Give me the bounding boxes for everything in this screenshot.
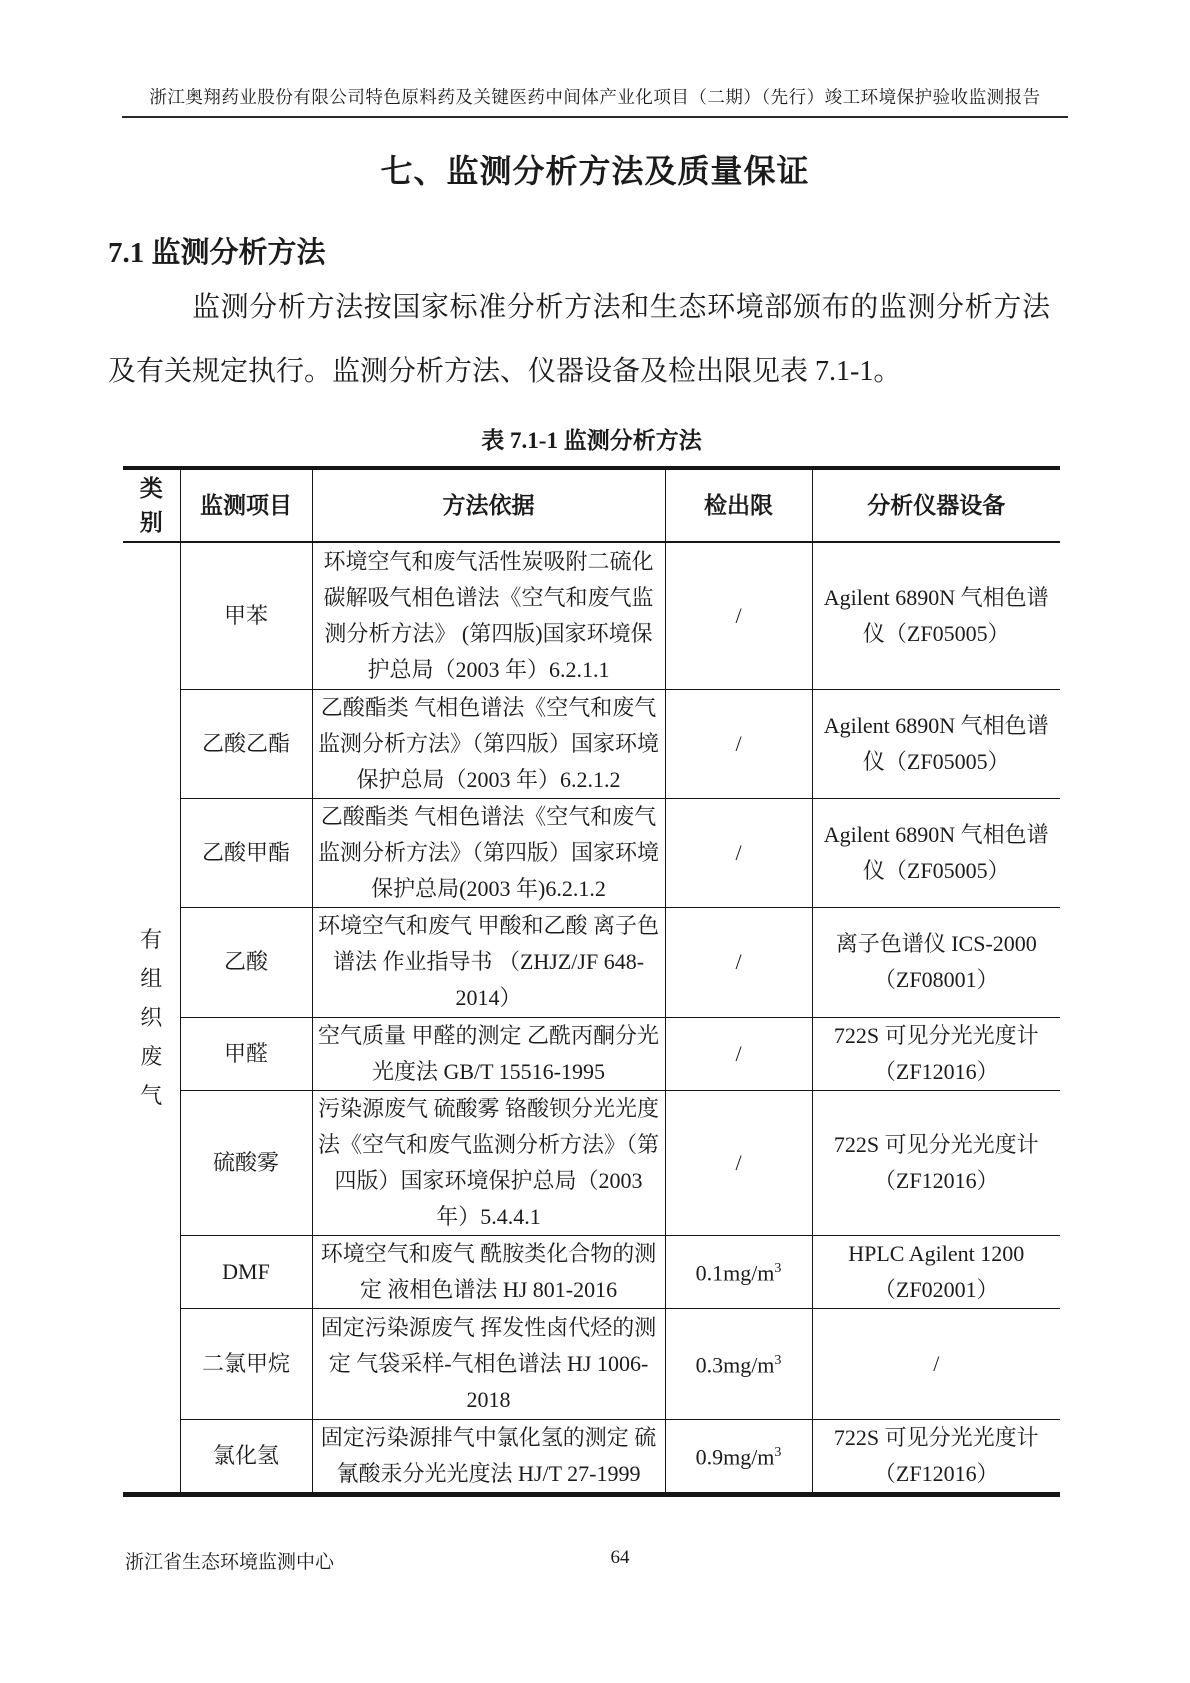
table-row	[123, 1090, 1060, 1235]
cell-instrument: 722S 可见分光光度计（ZF12016）	[812, 1017, 1060, 1090]
cell-method: 固定污染源排气中氯化氢的测定 硫氰酸汞分光光度法 HJ/T 27-1999	[312, 1419, 665, 1494]
cell-method: 污染源废气 硫酸雾 铬酸钡分光光度法《空气和废气监测分析方法》（第四版）国家环境保护总局（2003 年）5.4.4.1	[312, 1090, 665, 1235]
cell-detection-limit: $0.9mg/m^3$	[665, 1419, 812, 1494]
cell-item: 乙酸甲酯	[180, 798, 312, 907]
cell-item: 氯化氢	[180, 1419, 312, 1494]
cell-detection-limit: /	[665, 689, 812, 798]
cell-item: DMF	[180, 1235, 312, 1308]
col-header-category	[123, 468, 180, 542]
table-row	[123, 1419, 1060, 1494]
cell-instrument: 离子色谱仪 ICS-2000（ZF08001）	[812, 907, 1060, 1017]
cell-method: 环境空气和废气 甲酸和乙酸 离子色谱法 作业指导书 （ZHJZ/JF 648-2014）	[312, 907, 665, 1017]
cell-detection-limit: $0.1mg/m^3$	[665, 1235, 812, 1308]
table-body	[123, 542, 1060, 1494]
cell-detection-limit: /	[665, 907, 812, 1017]
table-row	[123, 689, 1060, 798]
footer-page-number: 64	[610, 1547, 630, 1568]
cell-detection-limit: /	[665, 1017, 812, 1090]
chapter-title: 七、监测分析方法及质量保证	[380, 153, 810, 189]
monitoring-methods-table	[123, 466, 1060, 1497]
cell-detection-limit: /	[665, 1090, 812, 1235]
cell-instrument: 722S 可见分光光度计（ZF12016）	[812, 1419, 1060, 1494]
cell-method: 环境空气和废气 酰胺类化合物的测定 液相色谱法 HJ 801-2016	[312, 1235, 665, 1308]
cell-item: 乙酸乙酯	[180, 689, 312, 798]
cell-item: 甲苯	[180, 542, 312, 689]
category-vertical-label: 有组织废气	[140, 926, 163, 1108]
table-row	[123, 542, 1060, 689]
table-row	[123, 1235, 1060, 1308]
limit-exponent: 3	[774, 1261, 782, 1277]
cell-detection-limit: /	[665, 798, 812, 907]
col-header-method: 方法依据	[312, 468, 665, 542]
col-header-category-label: 类别	[139, 475, 163, 535]
cell-item: 二氯甲烷	[180, 1308, 312, 1419]
cell-instrument: /	[812, 1308, 1060, 1419]
cell-instrument: Agilent 6890N 气相色谱仪（ZF05005）	[812, 689, 1060, 798]
cell-instrument: HPLC Agilent 1200（ZF02001）	[812, 1235, 1060, 1308]
cell-instrument: 722S 可见分光光度计（ZF12016）	[812, 1090, 1060, 1235]
cell-method: 乙酸酯类 气相色谱法《空气和废气监测分析方法》（第四版）国家环境保护总局（2003 年）6.2.1.2	[312, 689, 665, 798]
limit-exponent: 3	[774, 1445, 782, 1461]
footer-org-name: 浙江省生态环境监测中心	[125, 1552, 335, 1573]
body-paragraph: 监测分析方法按国家标准分析方法和生态环境部颁布的监测分析方法及有关规定执行。监测分析方法、仪器设备及检出限见表 7.1-1。	[108, 292, 1050, 387]
cell-method: 固定污染源废气 挥发性卤代烃的测定 气袋采样-气相色谱法 HJ 1006-2018	[312, 1308, 665, 1419]
cell-category	[123, 542, 180, 1494]
cell-detection-limit: /	[665, 542, 812, 689]
cell-instrument: Agilent 6890N 气相色谱仪（ZF05005）	[812, 542, 1060, 689]
table-row	[123, 798, 1060, 907]
table-row	[123, 907, 1060, 1017]
col-header-instrument: 分析仪器设备	[812, 468, 1060, 542]
running-header: 浙江奥翔药业股份有限公司特色原料药及关键医药中间体产业化项目（二期）（先行）竣工环境保护验收监测报告	[122, 84, 1068, 118]
cell-item: 乙酸	[180, 907, 312, 1017]
limit-exponent: 3	[774, 1353, 782, 1369]
table-caption: 表 7.1-1 监测分析方法	[481, 428, 702, 453]
cell-method: 环境空气和废气活性炭吸附二硫化碳解吸气相色谱法《空气和废气监测分析方法》 (第四版)国家环境保护总局（2003 年）6.2.1.1	[312, 542, 665, 689]
cell-method: 空气质量 甲醛的测定 乙酰丙酮分光光度法 GB/T 15516-1995	[312, 1017, 665, 1090]
cell-instrument: Agilent 6890N 气相色谱仪（ZF05005）	[812, 798, 1060, 907]
section-heading: 7.1 监测分析方法	[108, 237, 326, 269]
table-row	[123, 1308, 1060, 1419]
cell-item: 甲醛	[180, 1017, 312, 1090]
cell-method: 乙酸酯类 气相色谱法《空气和废气监测分析方法》（第四版）国家环境保护总局(2003 年)6.2.1.2	[312, 798, 665, 907]
cell-item: 硫酸雾	[180, 1090, 312, 1235]
col-header-item: 监测项目	[180, 468, 312, 542]
table-row	[123, 1017, 1060, 1090]
table-header-row	[123, 468, 1060, 542]
col-header-limit: 检出限	[665, 468, 812, 542]
cell-detection-limit: $0.3mg/m^3$	[665, 1308, 812, 1419]
